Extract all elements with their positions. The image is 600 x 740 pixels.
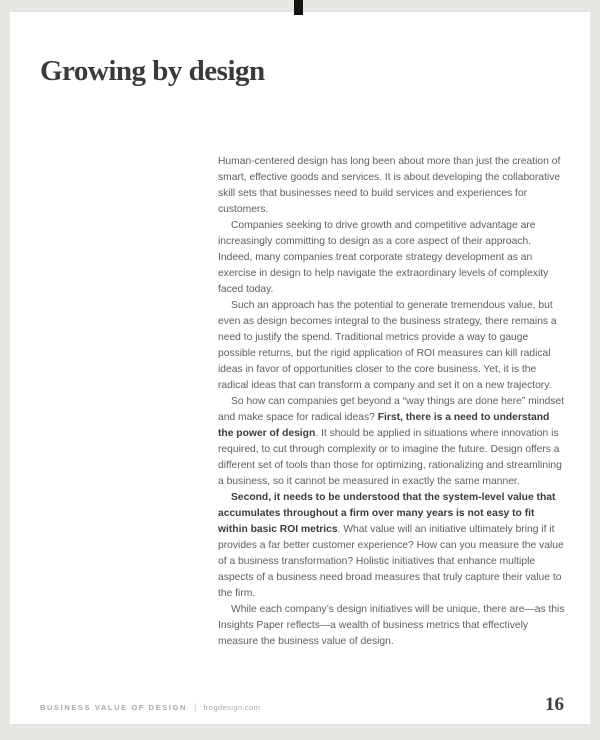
- body-paragraph: [218, 394, 565, 490]
- text-run: . It should be applied in situations where innovation is required, to cut through complexity or to imagine the future. Design offers a different set of tools than those for optimizing, rationalizing and streamlining a business, so it cannot be measured in exactly the same manner.: [218, 428, 562, 487]
- text-run: While each company’s design initiatives will be unique, there are—as this Insights Paper reflects—a wealth of business metrics that effectively measure the business value of design.: [218, 604, 565, 647]
- page-title: Growing by design: [40, 55, 265, 88]
- body-paragraph: [218, 154, 565, 218]
- text-run: . What value will an initiative ultimately bring if it provides a far better customer experience? How can you measure the value of a business transformation? Holistic initiatives that enhance multiple aspects of a business need broad measures that truly capture their value to the firm.: [218, 524, 564, 599]
- body-paragraph: [218, 218, 565, 298]
- body-paragraph: [218, 602, 565, 650]
- document-page: [10, 12, 590, 724]
- page-number: 16: [545, 694, 564, 715]
- footer-document-title: BUSINESS VALUE OF DESIGN: [40, 702, 188, 712]
- footer-divider: |: [194, 702, 197, 712]
- body-text: [218, 154, 565, 650]
- text-run: Human-centered design has long been about more than just the creation of smart, effective goods and services. It is about developing the collaborative skill sets that businesses need to build services and experiences for customers.: [218, 156, 561, 215]
- text-run: Companies seeking to drive growth and competitive advantage are increasingly committing to design as a core aspect of their approach. Indeed, many companies treat corporate strategy development as an exercise in design to help navigate the extraordinary levels of complexity faced today.: [218, 220, 549, 295]
- body-paragraph: [218, 298, 565, 394]
- footer-website: frogdesign.com: [203, 702, 261, 712]
- binding-mark: [294, 0, 303, 15]
- body-paragraph: [218, 490, 565, 602]
- bold-text: First, there is a need to understand the power of design: [218, 412, 550, 439]
- text-run: Such an approach has the potential to generate tremendous value, but even as design becomes integral to the business strategy, there remains a need to justify the spend. Traditional metrics provide a way to gauge possible returns, but the rigid application of ROI measures can kill radical ideas in favor of opportunities closer to the core business. Yet, it is the radical ideas that can transform a company and set it on a new trajectory.: [218, 300, 557, 391]
- footer: [40, 702, 260, 712]
- text-run: So how can companies get beyond a “way things are done here” mindset and make space for radical ideas?: [218, 396, 565, 423]
- bold-text: Second, it needs to be understood that the system-level value that accumulates throughout a firm over many years is not easy to fit within basic ROI metrics: [218, 492, 556, 535]
